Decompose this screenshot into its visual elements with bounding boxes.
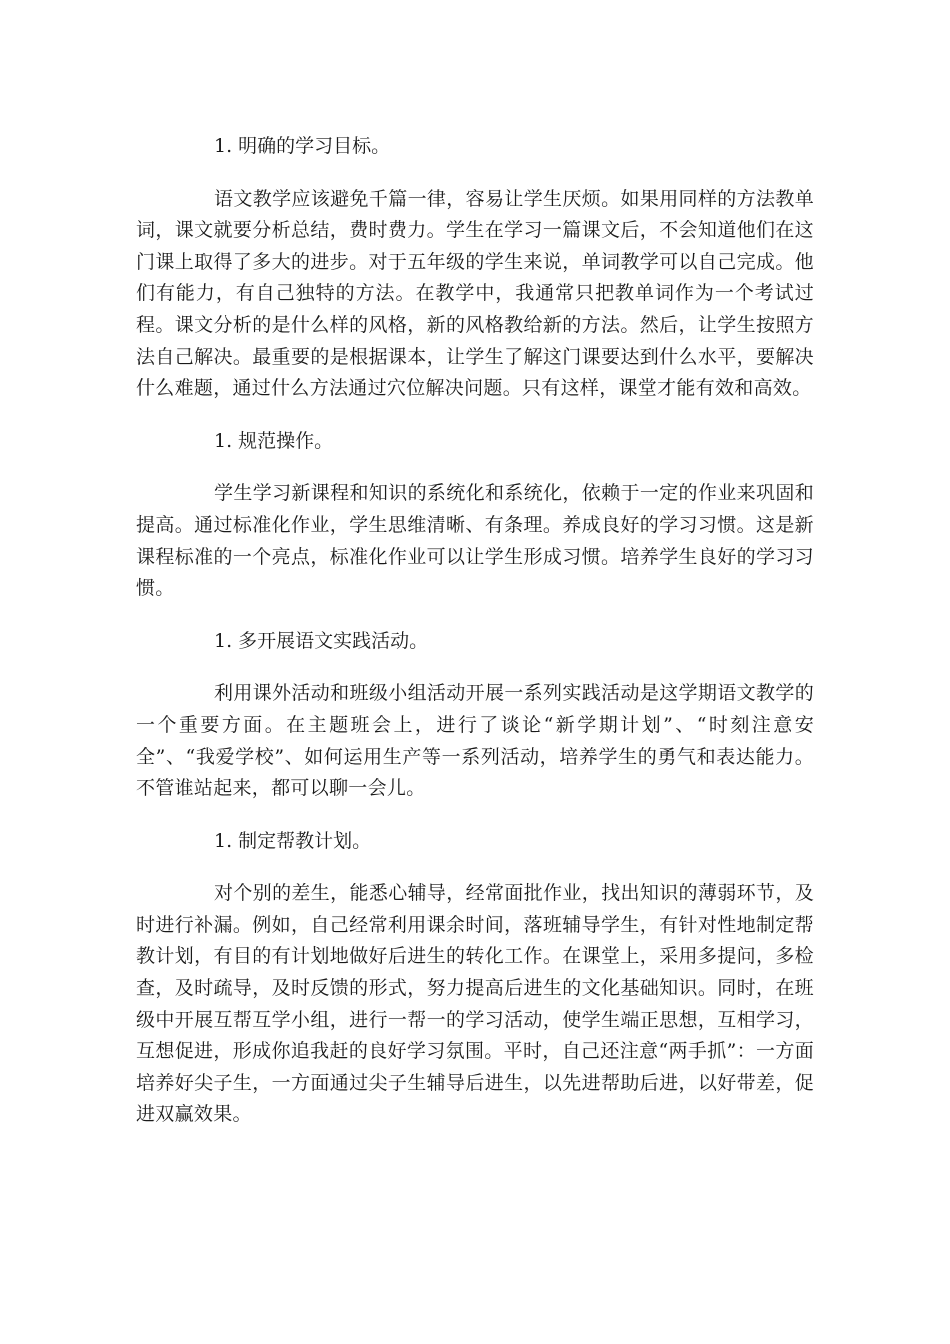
document-body bbox=[136, 131, 814, 1152]
section-paragraph: 对个别的差生，能悉心辅导，经常面批作业，找出知识的薄弱环节，及时进行补漏。例如，自己经常利用课余时间，落班辅导学生，有针对性地制定帮教计划，有目的有计划地做好后进生的转化工作。在课堂上，采用多提问，多检查，及时疏导，及时反馈的形式，努力提高后进生的文化基础知识。同时，在班级中开展互帮互学小组，进行一帮一的学习活动，使学生端正思想，互相学习，互想促进，形成你追我赶的良好学习氛围。平时，自己还注意“两手抓”：一方面培养好尖子生，一方面通过尖子生辅导后进生，以先进帮助后进，以好带差，促进双赢效果。 bbox=[136, 882, 814, 1126]
section bbox=[136, 626, 814, 805]
section-heading: 1. 规范操作。 bbox=[214, 429, 334, 452]
section bbox=[136, 131, 814, 405]
section-paragraph: 语文教学应该避免千篇一律，容易让学生厌烦。如果用同样的方法教单词，课文就要分析总结，费时费力。学生在学习一篇课文后，不会知道他们在这门课上取得了多大的进步。对于五年级的学生来说，单词教学可以自己完成。他们有能力，有自己独特的方法。在教学中，我通常只把教单词作为一个考试过程。课文分析的是什么样的风格，新的风格教给新的方法。然后，让学生按照方法自己解决。最重要的是根据课本，让学生了解这门课要达到什么水平，要解决什么难题，通过什么方法通过穴位解决问题。只有这样，课堂才能有效和高效。 bbox=[136, 187, 814, 400]
section-heading: 1. 明确的学习目标。 bbox=[214, 135, 391, 157]
section-paragraph: 学生学习新课程和知识的系统化和系统化，依赖于一定的作业来巩固和提高。通过标准化作业，学生思维清晰、有条理。养成良好的学习习惯。这是新课程标准的一个亮点，标准化作业可以让学生形成习惯。培养学生良好的学习习惯。 bbox=[136, 482, 814, 600]
section-heading: 1. 制定帮教计划。 bbox=[214, 829, 372, 852]
section-heading: 1. 多开展语文实践活动。 bbox=[214, 629, 429, 652]
section bbox=[136, 426, 814, 605]
section-paragraph: 利用课外活动和班级小组活动开展一系列实践活动是这学期语文教学的一个重要方面。在主题班会上，进行了谈论“新学期计划”、“时刻注意安全”、“我爱学校”、如何运用生产等一系列活动，培养学生的勇气和表达能力。不管谁站起来，都可以聊一会儿。 bbox=[136, 682, 814, 800]
section bbox=[136, 826, 814, 1131]
